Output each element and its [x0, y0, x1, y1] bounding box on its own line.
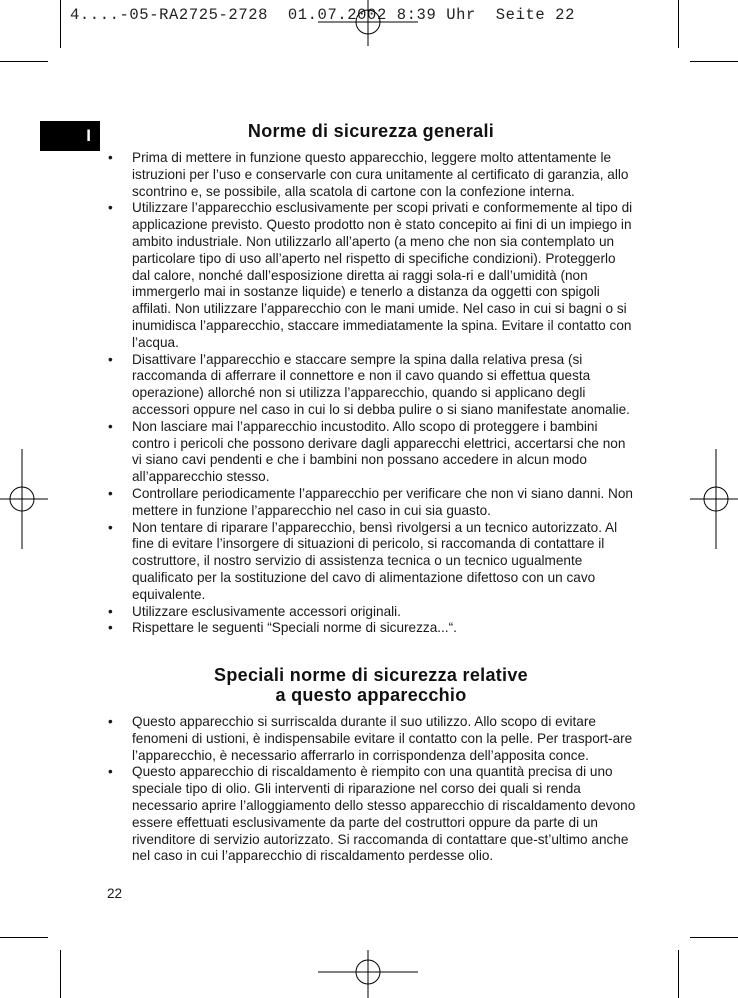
list-item: • Controllare periodicamente l’apparecchio per verificare che non vi siano danni. Non mettere in funzione l’apparecchio nel caso in cui sia guasto. — [107, 486, 637, 520]
list-item: • Prima di mettere in funzione questo apparecchio, leggere molto attentamente le istruzioni per l’uso e conservarle con cura unitamente al certificato di garanzia, allo scontrino e, se possibile, alla scatola di cartone con la confezione interna. — [107, 150, 637, 200]
list-item: • Utilizzare esclusivamente accessori originali. — [107, 604, 637, 621]
crop-mark-top-right-v — [678, 0, 679, 48]
list-item: • Non tentare di riparare l’apparecchio, bensì rivolgersi a un tecnico autorizzato. Al fine di evitare l’insorgere di situazioni di pericolo, si raccomanda di contattare il costruttore, il nostro servizio di assistenza tecnica o un tecnico ugualmente qualificato per la sostituzione del cavo di alimentazione difettoso con un cavo equivalente. — [107, 520, 637, 604]
list-item: • Disattivare l’apparecchio e staccare sempre la spina dalla relativa presa (si raccomanda di afferrare il connettore e non il cavo quando si effettua questa operazione) allorché non si utilizza l’apparecchio, quando si applicano degli accessori oppure nel caso in cui lo si debba pulire o si siano manifestate anomalie. — [107, 352, 637, 419]
crop-mark-top-right-h — [690, 61, 738, 62]
registration-mark-right — [690, 449, 738, 549]
registration-mark-top — [318, 0, 418, 48]
list-item: • Questo apparecchio di riscaldamento è riempito con una quantità precisa di uno speciale tipo di olio. Gli interventi di riparazione nel corso dei quali si renda necessario aprire l’alloggiamento dello stesso apparecchio di riscaldamento devono essere effettuati esclusivamente da parte del costruttori oppure da parte di un rivenditore di servizio autorizzato. Si raccomanda di contattare que-st’ultimo anche nel caso in cui l’apparecchio di riscaldamento perdesse olio. — [107, 764, 637, 865]
crop-mark-bottom-right-v — [678, 950, 679, 998]
crop-mark-top-left-v — [60, 0, 61, 48]
registration-mark-bottom — [318, 950, 418, 998]
section-title-line-2: a questo apparecchio — [275, 685, 467, 705]
crop-mark-top-left-h — [0, 61, 48, 62]
print-slug-line: 4....-05-RA2725-2728 01.07.2002 8:39 Uhr Seite 22 — [70, 6, 575, 24]
page-number: 22 — [107, 886, 123, 901]
crop-mark-bottom-right-h — [690, 937, 738, 938]
list-item: • Questo apparecchio si surriscalda durante il suo utilizzo. Allo scopo di evitare fenomeni di ustioni, è indispensabile evitare il contatto con la pelle. Per trasport-are l’apparecchio, è necessario afferrarlo in corrispondenza dell’apposita conce. — [107, 714, 637, 764]
list-item: • Utilizzare l’apparecchio esclusivamente per scopi privati e conformemente al tipo di applicazione previsto. Questo prodotto non è stato concepito ai fini di un impiego in ambito industriale. Non utilizzarlo all’aperto (a meno che non sia contemplato un particolare tipo di uso all’aperto nel rispetto di specifiche condizioni). Proteggerlo dal calore, nonché dall’esposizione diretta ai raggi sola-ri e dall’umidità (non immergerlo mai in sostanze liquide) e tenerlo a distanza da oggetti con spigoli affilati. Non utilizzare l’apparecchio con le mani umide. Nel caso in cui si bagni o si inumidisca l’apparecchio, staccare immediatamente la spina. Evitare il contatto con l’acqua. — [107, 200, 637, 351]
language-tab: I — [40, 121, 100, 151]
crop-mark-bottom-left-v — [60, 950, 61, 998]
list-item: • Rispettare le seguenti “Speciali norme di sicurezza...“. — [107, 620, 637, 637]
section-title-line-1: Speciali norme di sicurezza relative — [214, 665, 528, 685]
section-title-special-safety — [100, 665, 642, 705]
section-title-general-safety: Norme di sicurezza generali — [247, 121, 495, 141]
special-safety-list — [107, 714, 637, 865]
crop-mark-bottom-left-h — [0, 937, 48, 938]
general-safety-list — [107, 150, 637, 637]
registration-mark-left — [0, 449, 48, 549]
list-item: • Non lasciare mai l’apparecchio incustodito. Allo scopo di proteggere i bambini contro i pericoli che possono derivare dagli apparecchi elettrici, accertarsi che non vi siano cavi pendenti e che i bambini non possano accedere in alcun modo all’apparecchio stesso. — [107, 419, 637, 486]
